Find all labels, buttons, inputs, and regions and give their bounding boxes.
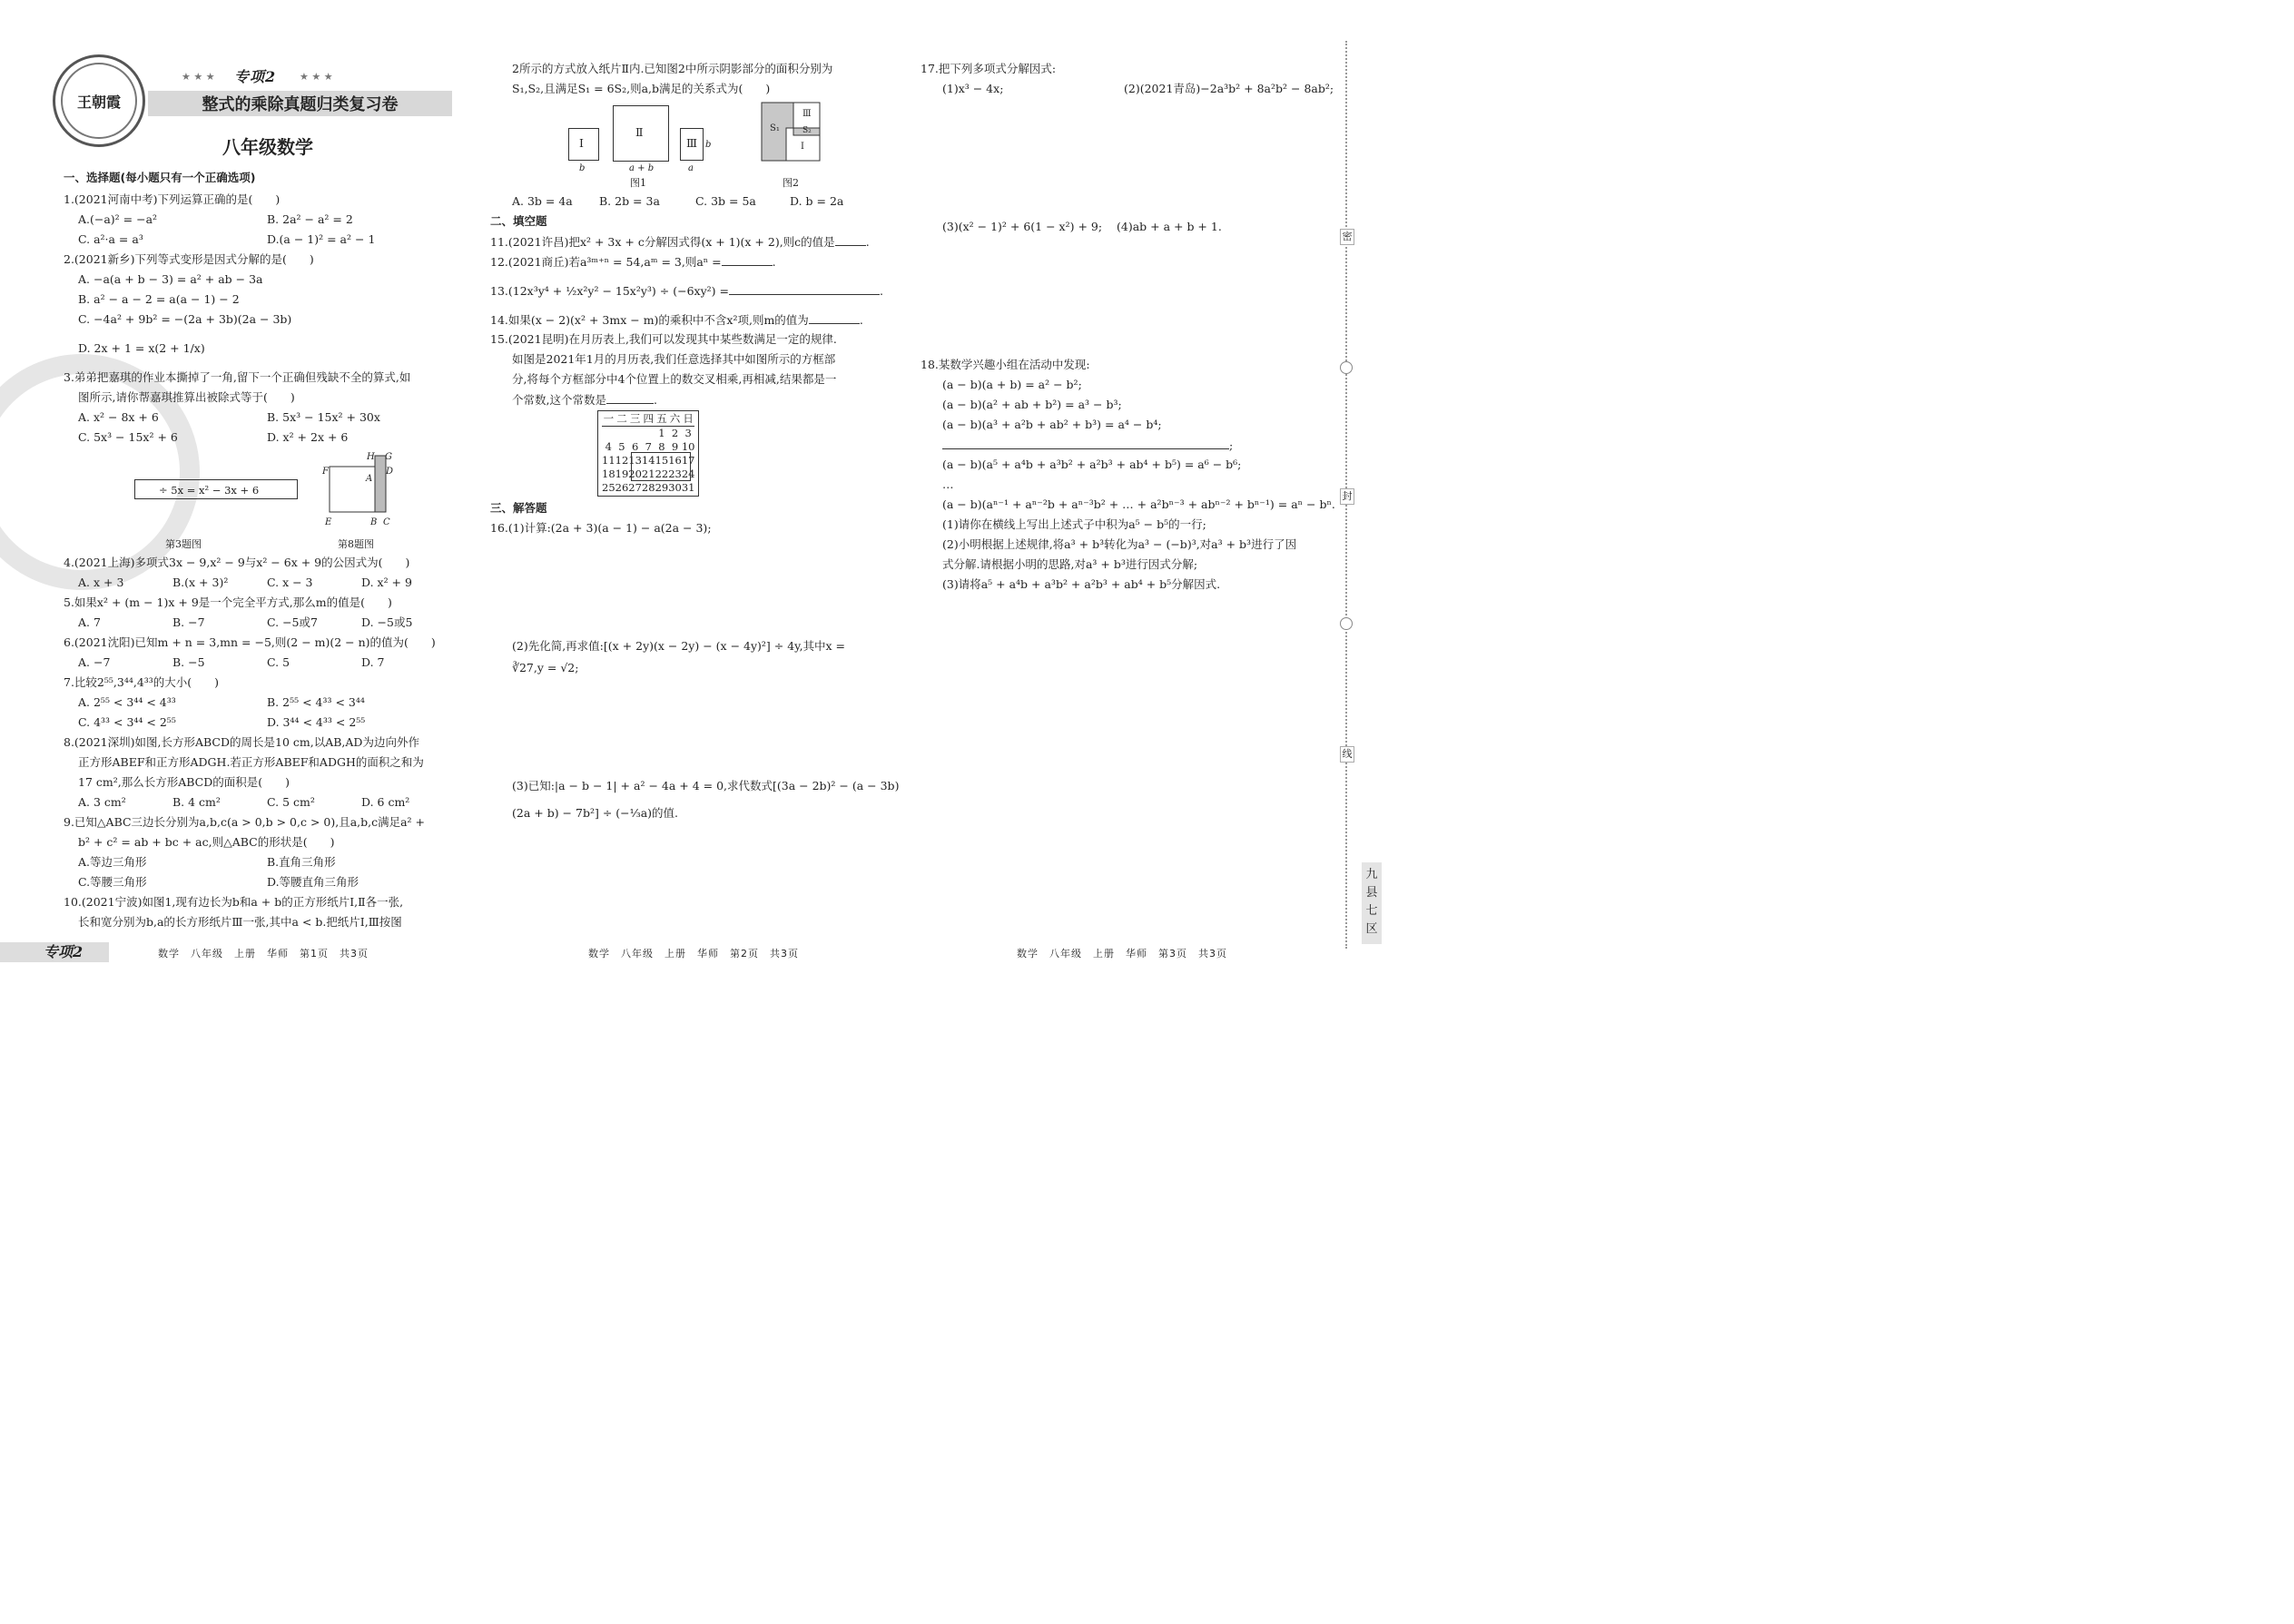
q16-part-3-line-2: (2a + b) − 7b²] ÷ (−⅓a)的值.	[512, 806, 679, 820]
calendar-cell: 18	[602, 468, 615, 480]
fig8-label-g: G	[385, 452, 392, 462]
seal-char-xian: 线	[1340, 746, 1354, 763]
calendar-cell: 28	[641, 481, 655, 494]
q18-sub-2-line-2: 式分解.请根据小明的思路,对a³ + b³进行因式分解;	[942, 557, 1198, 571]
brand-logo	[53, 54, 145, 147]
calendar-cell: 26	[615, 481, 629, 494]
q15-line-3: 分,将每个方框部分中4个位置上的数交叉相乘,再相减,结果都是一	[512, 372, 837, 386]
calendar	[597, 410, 699, 497]
fig8-label-f: F	[322, 467, 329, 477]
q6-option-c: C. 5	[267, 655, 290, 669]
footer-page-2: 数学 八年级 上册 华师 第2页 共3页	[588, 948, 799, 960]
fig1-dim-a: a	[688, 163, 694, 173]
q3-torn-figure	[134, 479, 298, 499]
q2-option-c: C. −4a² + 9b² = −(2a + 3b)(2a − 3b)	[78, 312, 292, 326]
q11-text: 11.(2021许昌)把x² + 3x + c分解因式得(x + 1)(x + 2),则c的值是	[490, 235, 835, 249]
calendar-cell: 4	[605, 440, 612, 453]
q9-option-b: B.直角三角形	[267, 855, 336, 869]
calendar-cell: 14	[641, 454, 655, 467]
calendar-header: 六	[669, 412, 681, 425]
q11: 11.(2021许昌)把x² + 3x + c分解因式得(x + 1)(x + 2),则c的值是 .	[490, 235, 870, 249]
calendar-cell: 20	[628, 468, 642, 480]
fig2-label-s1: S₁	[770, 123, 780, 133]
q7-option-a: A. 2⁵⁵ < 3⁴⁴ < 4³³	[78, 695, 176, 709]
q14-text: 14.如果(x − 2)(x² + 3mx − m)的乘积中不含x²项,则m的值为	[490, 313, 809, 327]
calendar-cell: 22	[655, 468, 669, 480]
q5-option-a: A. 7	[78, 615, 101, 629]
section-choice: 一、选择题(每小题只有一个正确选项)	[64, 171, 256, 184]
calendar-header: 四	[643, 412, 654, 425]
fig1-dim-apb: a + b	[629, 163, 655, 173]
q4-option-a: A. x + 3	[78, 576, 124, 589]
q10-stem-2: 长和宽分别为b,a的长方形纸片Ⅲ一张,其中a < b.把纸片Ⅰ,Ⅲ按图	[78, 915, 402, 929]
q3-option-a: A. x² − 8x + 6	[78, 410, 159, 424]
q13-blank[interactable]	[729, 283, 880, 295]
q16-part-3-line-1: (3)已知:|a − b − 1| + a² − 4a + 4 = 0,求代数式[(3a − 2b)² − (a − 3b)	[512, 779, 900, 792]
q9-stem-1: 9.已知△ABC三边长分别为a,b,c(a > 0,b > 0,c > 0),且a,b,c满足a² +	[64, 815, 426, 829]
q1-option-b: B. 2a² − a² = 2	[267, 212, 353, 226]
calendar-cell: 21	[641, 468, 655, 480]
q10-option-b: B. 2b = 3a	[599, 194, 660, 208]
fig2-caption: 图2	[783, 177, 799, 189]
binding-hole-1	[1340, 361, 1353, 374]
q5-stem: 5.如果x² + (m − 1)x + 9是一个完全平方式,那么m的值是( )	[64, 595, 392, 609]
calendar-cell: 12	[615, 454, 629, 467]
q18-eq-5: (a − b)(a⁵ + a⁴b + a³b² + a²b³ + ab⁴ + b⁵) = a⁶ − b⁶;	[942, 458, 1242, 471]
fig8-label-d: D	[386, 467, 394, 477]
q16-part-2-line-2: ∛27,y = √2;	[512, 661, 579, 674]
calendar-cell: 5	[618, 440, 625, 453]
q3-stem-2: 图所示,请你帮嘉琪推算出被除式等于( )	[78, 390, 295, 404]
calendar-header: 二	[616, 412, 627, 425]
q17-part-3: (3)(x² − 1)² + 6(1 − x²) + 9;	[942, 220, 1103, 233]
q8-stem-1: 8.(2021深圳)如图,长方形ABCD的周长是10 cm,以AB,AD为边向外作	[64, 735, 419, 749]
fig8-label-b: B	[370, 517, 378, 527]
binding-hole-2	[1340, 617, 1353, 630]
q18-eq-general: (a − b)(aⁿ⁻¹ + aⁿ⁻²b + aⁿ⁻³b² + … + a²bⁿ⁻³ + abⁿ⁻² + bⁿ⁻¹) = aⁿ − bⁿ.	[942, 497, 1335, 511]
q17-part-4: (4)ab + a + b + 1.	[1117, 220, 1222, 233]
calendar-cell: 9	[671, 440, 679, 453]
calendar-cell: 29	[655, 481, 669, 494]
fig8-label-h: H	[367, 452, 375, 462]
q18-eq-2: (a − b)(a² + ab + b²) = a³ − b³;	[942, 398, 1122, 411]
q10-option-d: D. b = 2a	[790, 194, 844, 208]
fig1-label-i: Ⅰ	[579, 136, 584, 150]
q8-option-a: A. 3 cm²	[78, 795, 126, 809]
calendar-header: 日	[683, 412, 694, 425]
calendar-cell	[615, 427, 629, 441]
q9-option-a: A.等边三角形	[78, 855, 147, 869]
region-label: 九县七区	[1362, 862, 1382, 944]
q12: 12.(2021商丘)若a³ᵐ⁺ⁿ = 54,aᵐ = 3,则aⁿ = .	[490, 255, 776, 269]
calendar-cell: 3	[684, 427, 692, 439]
page-title: 整式的乘除真题归类复习卷	[148, 91, 452, 116]
q2-option-a: A. −a(a + b − 3) = a² + ab − 3a	[78, 272, 263, 286]
seal-char-feng: 封	[1340, 488, 1354, 505]
calendar-cell: 11	[602, 454, 615, 467]
q9-option-d: D.等腰直角三角形	[267, 875, 359, 889]
q8-figure-caption: 第8题图	[338, 538, 374, 550]
section-answer: 三、解答题	[490, 501, 547, 515]
q4-option-d: D. x² + 9	[361, 576, 412, 589]
q12-blank[interactable]	[722, 254, 773, 266]
q3-stem-1: 3.弟弟把嘉琪的作业本撕掉了一角,留下一个正确但残缺不全的算式,如	[64, 370, 411, 384]
q15-line-2: 如图是2021年1月的月历表,我们任意选择其中如图所示的方框部	[512, 352, 836, 366]
q8-option-d: D. 6 cm²	[361, 795, 410, 809]
calendar-cell: 27	[628, 481, 642, 494]
q3-option-b: B. 5x³ − 15x² + 30x	[267, 410, 380, 424]
q18-sub-2-line-1: (2)小明根据上述规律,将a³ + b³转化为a³ − (−b)³,对a³ + b³进行了因	[942, 537, 1297, 551]
q6-option-a: A. −7	[78, 655, 111, 669]
q2-stem: 2.(2021新乡)下列等式变形是因式分解的是( )	[64, 252, 314, 266]
q9-option-c: C.等腰三角形	[78, 875, 147, 889]
calendar-cell	[628, 427, 642, 441]
q3-figure-caption: 第3题图	[165, 538, 202, 550]
q18-blank-line	[942, 438, 1233, 453]
q10-option-c: C. 3b = 5a	[695, 194, 756, 208]
q15-line-4: 个常数,这个常数是 .	[512, 393, 657, 407]
q17-part-1: (1)x³ − 4x;	[942, 82, 1004, 95]
calendar-cell: 6	[631, 440, 639, 453]
q1-option-c: C. a²·a = a³	[78, 232, 143, 246]
calendar-cell: 23	[668, 468, 682, 480]
grade-title: 八年级数学	[222, 136, 313, 158]
fig1-label-ii: Ⅱ	[635, 125, 644, 139]
q11-blank[interactable]	[835, 234, 866, 246]
q3-option-d: D. x² + 2x + 6	[267, 430, 349, 444]
q18-dots: …	[942, 477, 954, 491]
fig8-label-c: C	[383, 517, 390, 527]
q18-stem: 18.某数学兴趣小组在活动中发现:	[921, 358, 1090, 371]
fig1-caption: 图1	[630, 177, 646, 189]
q6-option-b: B. −5	[172, 655, 205, 669]
fig1-piece-1	[568, 128, 599, 161]
q7-option-c: C. 4³³ < 3⁴⁴ < 2⁵⁵	[78, 715, 176, 729]
footer-page-3: 数学 八年级 上册 华师 第3页 共3页	[1017, 948, 1227, 960]
special-label: 专项2	[234, 68, 277, 85]
q13-text: 13.(12x³y⁴ + ½x²y² − 15x²y³) ÷ (−6xy²) =	[490, 284, 729, 298]
q3-figure-expression: ÷ 5x = x² − 3x + 6	[159, 484, 260, 497]
calendar-cell: 19	[615, 468, 629, 480]
fig2-label-s2: S₂	[802, 126, 812, 135]
footer-page-1: 数学 八年级 上册 华师 第1页 共3页	[158, 948, 369, 960]
fig2-label-iii: Ⅲ	[802, 109, 812, 119]
calendar-header: 一	[603, 412, 615, 425]
footer-tag: 专项2	[44, 943, 84, 960]
q18-eq-3	[942, 418, 1162, 432]
q16-part-2-line-1: (2)先化简,再求值:[(x + 2y)(x − 2y) − (x − 4y)²] ÷ 4y,其中x =	[512, 639, 846, 653]
q10-stem-1: 10.(2021宁波)如图1,现有边长为b和a + b的正方形纸片Ⅰ,Ⅱ各一张,	[64, 895, 404, 909]
q1-option-d: D.(a − 1)² = a² − 1	[267, 232, 376, 246]
q9-stem-2: b² + c² = ab + bc + ac,则△ABC的形状是( )	[78, 835, 335, 849]
q17-stem: 17.把下列多项式分解因式:	[921, 62, 1057, 75]
calendar-cell: 17	[681, 454, 695, 467]
q13: 13.(12x³y⁴ + ½x²y² − 15x²y³) ÷ (−6xy²) = .	[490, 284, 883, 298]
q5-option-d: D. −5或5	[361, 615, 413, 629]
stars-right: ★ ★ ★	[300, 71, 333, 83]
stars-left: ★ ★ ★	[182, 71, 215, 83]
q6-stem: 6.(2021沈阳)已知m + n = 3,mn = −5,则(2 − m)(2 − n)的值为( )	[64, 635, 436, 649]
q14-blank[interactable]	[809, 312, 860, 324]
q8-option-b: B. 4 cm²	[172, 795, 221, 809]
q4-option-b: B.(x + 3)²	[172, 576, 229, 589]
q8-stem-2: 正方形ABEF和正方形ADGH.若正方形ABEF和ADGH的面积之和为	[78, 755, 424, 769]
q2-option-d: D. 2x + 1 = x(2 + 1/x)	[78, 341, 205, 355]
q8-stem-3: 17 cm²,那么长方形ABCD的面积是( )	[78, 775, 290, 789]
q7-stem: 7.比较2⁵⁵,3⁴⁴,4³³的大小( )	[64, 675, 220, 689]
watermark-seal	[0, 354, 200, 590]
calendar-header: 五	[656, 412, 667, 425]
q12-text: 12.(2021商丘)若a³ᵐ⁺ⁿ = 54,aᵐ = 3,则aⁿ =	[490, 255, 722, 269]
calendar-header: 三	[629, 412, 641, 425]
q18-eq-3-text: (a − b)(a³ + a²b + ab² + b³) = a⁴ − b⁴;	[942, 418, 1162, 431]
calendar-cell: 1	[658, 427, 665, 439]
calendar-cell: 8	[658, 440, 665, 453]
q15-blank[interactable]	[606, 392, 654, 404]
q17-part-2: (2)(2021青岛)−2a³b² + 8a²b² − 8ab²;	[1124, 82, 1334, 95]
q14: 14.如果(x − 2)(x² + 3mx − m)的乘积中不含x²项,则m的值为 .	[490, 313, 863, 327]
fig1-dim-b2: b	[705, 140, 712, 150]
q5-option-b: B. −7	[172, 615, 205, 629]
q3-option-c: C. 5x³ − 15x² + 6	[78, 430, 178, 444]
q7-option-d: D. 3⁴⁴ < 4³³ < 2⁵⁵	[267, 715, 366, 729]
calendar-cell: 25	[602, 481, 615, 494]
calendar-cell: 10	[681, 440, 695, 453]
calendar-cell: 7	[645, 440, 652, 453]
calendar-cell: 24	[681, 468, 695, 480]
q1-option-a: A.(−a)² = −a²	[78, 212, 158, 226]
q18-blank-end: ;	[1229, 438, 1234, 452]
calendar-selection-box	[631, 452, 691, 481]
q1-stem: 1.(2021河南中考)下列运算正确的是( )	[64, 192, 281, 206]
q2-option-b: B. a² − a − 2 = a(a − 1) − 2	[78, 292, 240, 306]
logo-text: 王朝霞	[76, 93, 121, 111]
q4-option-c: C. x − 3	[267, 576, 313, 589]
section-fill: 二、填空题	[490, 214, 547, 228]
fig8-label-a: A	[366, 474, 373, 484]
q15-text: 个常数,这个常数是	[512, 393, 606, 407]
q7-option-b: B. 2⁵⁵ < 4³³ < 3⁴⁴	[267, 695, 365, 709]
q18-eq-1: (a − b)(a + b) = a² − b²;	[942, 378, 1082, 391]
fig8-label-e: E	[325, 517, 332, 527]
fig2-label-i: Ⅰ	[801, 142, 804, 152]
fig1-dim-b: b	[579, 163, 586, 173]
q18-answer-blank[interactable]	[942, 438, 1229, 449]
q18-sub-1: (1)请你在横线上写出上述式子中积为a⁵ − b⁵的一行;	[942, 517, 1206, 531]
q10-option-a: A. 3b = 4a	[512, 194, 573, 208]
q6-option-d: D. 7	[361, 655, 385, 669]
calendar-cell: 31	[681, 481, 695, 494]
fig1-label-iii: Ⅲ	[686, 136, 698, 150]
q4-stem: 4.(2021上海)多项式3x − 9,x² − 9与x² − 6x + 9的公因式为( )	[64, 556, 410, 569]
calendar-cell	[642, 427, 655, 441]
q15-line-1: 15.(2021昆明)在月历表上,我们可以发现其中某些数满足一定的规律.	[490, 332, 837, 346]
calendar-cell: 30	[668, 481, 682, 494]
q18-sub-3: (3)请将a⁵ + a⁴b + a³b² + a²b³ + ab⁴ + b⁵分解因式.	[942, 577, 1221, 591]
calendar-cell: 2	[671, 427, 679, 439]
seal-char-mi: 密	[1340, 229, 1354, 245]
calendar-cell	[602, 427, 615, 441]
q16-part-1: 16.(1)计算:(2a + 3)(a − 1) − a(2a − 3);	[490, 521, 712, 535]
q10-cont-1: 2所示的方式放入纸片Ⅱ内.已知图2中所示阴影部分的面积分别为	[512, 62, 833, 75]
q8-option-c: C. 5 cm²	[267, 795, 315, 809]
calendar-cell: 15	[655, 454, 669, 467]
calendar-cell: 16	[668, 454, 682, 467]
calendar-cell: 13	[628, 454, 642, 467]
q5-option-c: C. −5或7	[267, 615, 318, 629]
q10-cont-2: S₁,S₂,且满足S₁ = 6S₂,则a,b满足的关系式为( )	[512, 82, 771, 95]
